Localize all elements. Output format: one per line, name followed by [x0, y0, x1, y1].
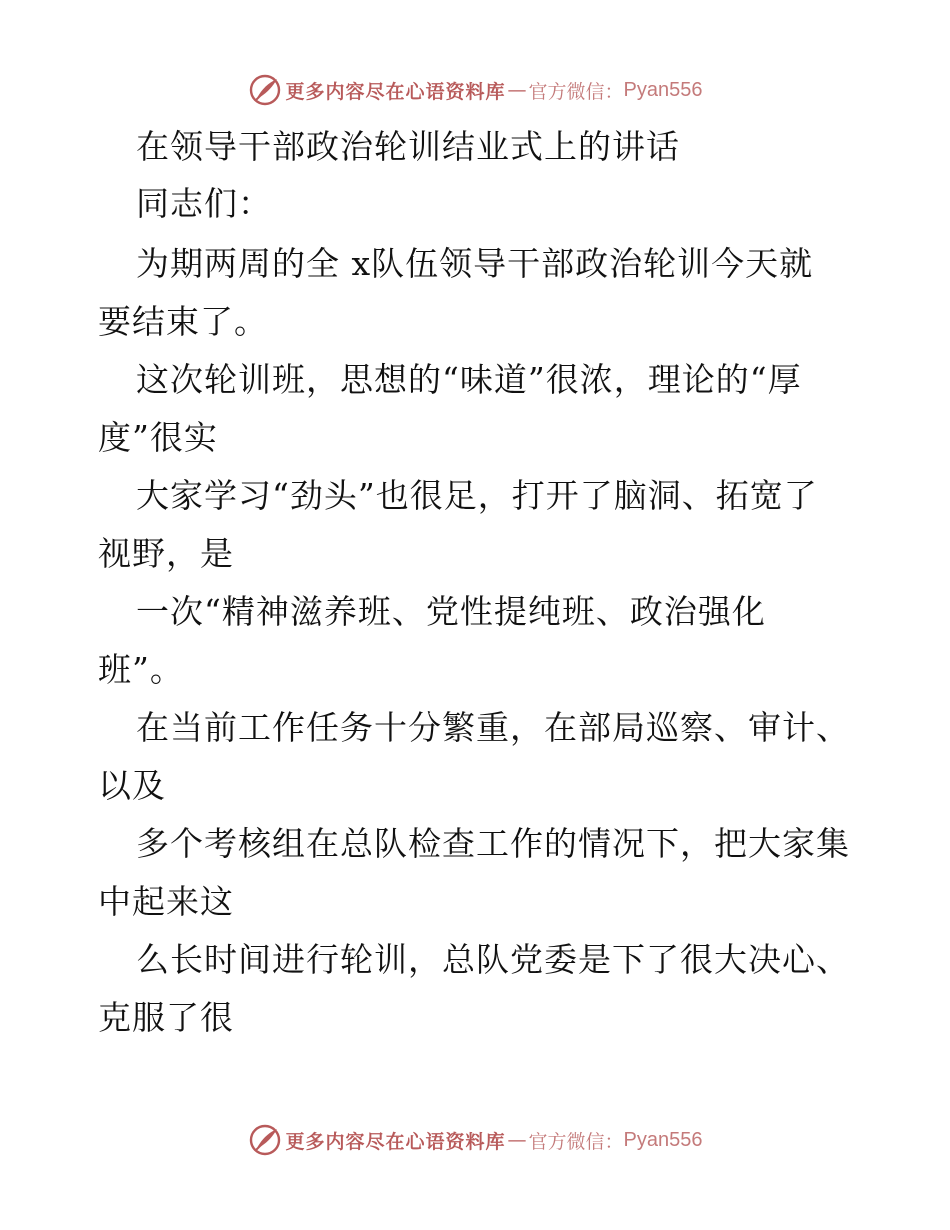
paragraph-line: 以及 [98, 766, 166, 805]
footer-banner-text: 更多内容尽在心语资料库 [285, 1130, 506, 1153]
header-wechat-label: 官方微信： [528, 80, 624, 103]
paragraph-line: 中起来这 [98, 882, 234, 921]
header-separator: — [507, 79, 527, 101]
paragraph-line: 在当前工作任务十分繁重，在部局巡察、审计、 [136, 708, 850, 747]
header-banner-text: 更多内容尽在心语资料库 [285, 80, 506, 103]
paragraph-line: 这次轮训班，思想的“味道”很浓，理论的“厚 [136, 360, 802, 399]
feather-quill-logo-icon [248, 1123, 282, 1157]
document-title: 在领导干部政治轮训结业式上的讲话 [136, 127, 680, 166]
paragraph-line: 大家学习“劲头”也很足，打开了脑洞、拓宽了 [136, 476, 818, 515]
paragraph-line: 一次“精神滋养班、党性提纯班、政治强化 [136, 592, 766, 631]
footer-separator: — [507, 1129, 527, 1151]
feather-quill-logo-icon [248, 73, 282, 107]
header-wechat-id: Pyan556 [623, 78, 703, 101]
header-banner [0, 70, 950, 110]
salutation: 同志们： [136, 184, 272, 223]
paragraph-line: 么长时间进行轮训，总队党委是下了很大决心、 [136, 940, 850, 979]
paragraph-line: 班”。 [98, 650, 184, 689]
paragraph-line: 要结束了。 [98, 302, 268, 341]
paragraph-line: 多个考核组在总队检查工作的情况下，把大家集 [136, 824, 850, 863]
paragraph-line: 克服了很 [98, 998, 234, 1037]
footer-banner [0, 1120, 950, 1160]
footer-wechat-label: 官方微信： [528, 1130, 624, 1153]
paragraph-line: 为期两周的全 x队伍领导干部政治轮训今天就 [136, 244, 814, 283]
footer-wechat-id: Pyan556 [623, 1128, 703, 1151]
paragraph-line: 度”很实 [98, 418, 218, 457]
paragraph-line: 视野，是 [98, 534, 234, 573]
